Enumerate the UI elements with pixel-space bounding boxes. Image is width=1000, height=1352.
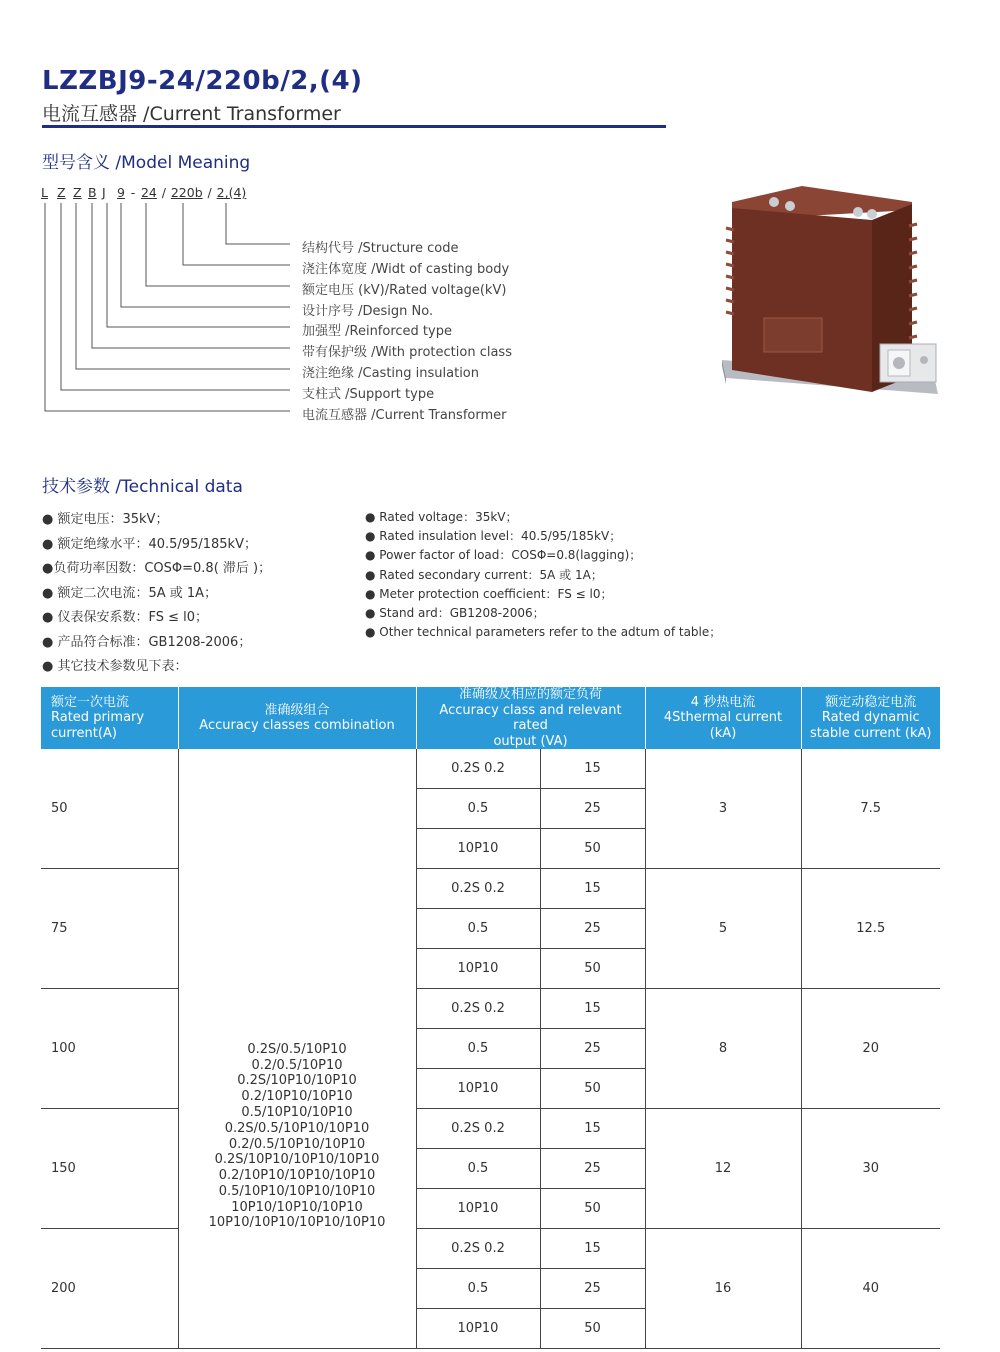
combination-item: 0.2S/0.5/10P10: [247, 1041, 347, 1057]
tech-item-cn: ● 其它技术参数见下表：: [42, 659, 188, 674]
dynamic-current-cell: 30: [801, 1109, 940, 1229]
table-row: [41, 749, 940, 789]
tech-item-cn: ● 仪表保安系数：FS ≤ l0；: [42, 610, 209, 625]
combination-item: 0.2/10P10/10P10/10P10: [218, 1168, 376, 1184]
rated-output-cell: 25: [540, 1149, 645, 1189]
header-text: Rated dynamic: [821, 710, 920, 726]
rated-output-cell: 25: [540, 909, 645, 949]
legend-protection: 带有保护级 /With protection class: [302, 345, 512, 360]
code-dash: -: [130, 185, 136, 200]
code-tail: 2,(4): [216, 185, 247, 200]
accuracy-class-cell: 10P10: [416, 1189, 540, 1229]
dynamic-current-cell: 20: [801, 989, 940, 1109]
accuracy-class-cell: 0.2S 0.2: [416, 989, 540, 1029]
header-dynamic-current: [801, 687, 940, 749]
accuracy-class-cell: 0.2S 0.2: [416, 869, 540, 909]
header-text: 准确级及相应的额定负荷: [458, 687, 602, 702]
header-text: 额定一次电流: [51, 694, 130, 710]
tech-item-en: ● Stand ard：GB1208-2006；: [365, 605, 545, 620]
tech-item-en: ● Other technical parameters refer to the adtum of table；: [365, 625, 722, 640]
code-j: J: [102, 185, 106, 200]
product-image: [712, 180, 950, 412]
header-accuracy-combination: [178, 687, 416, 749]
rated-output-cell: 25: [540, 1029, 645, 1069]
code-slash2: /: [207, 185, 212, 200]
accuracy-class-cell: 10P10: [416, 829, 540, 869]
code-kv: 24: [140, 185, 157, 200]
header-text: Accuracy classes combination: [199, 718, 395, 733]
tech-item-cn: ● 额定二次电流：5A 或 1A；: [42, 585, 218, 601]
legend-rated-voltage: 额定电压 (kV)/Rated voltage(kV): [302, 283, 507, 298]
tech-list-cn: [42, 508, 271, 680]
header-text: Accuracy class and relevant rated: [439, 702, 622, 733]
accuracy-class-cell: 0.2S 0.2: [416, 1229, 540, 1269]
tech-item-en: ● Meter protection coefficient：FS ≤ l0；: [365, 586, 613, 601]
rated-output-cell: 15: [540, 749, 645, 789]
accuracy-class-cell: 0.5: [416, 1269, 540, 1309]
thermal-current-cell: 5: [645, 869, 801, 989]
combination-item: 0.2/10P10/10P10: [241, 1089, 353, 1105]
accuracy-class-cell: 0.5: [416, 909, 540, 949]
accuracy-combinations-cell: [178, 749, 416, 1349]
rated-output-cell: 15: [540, 1109, 645, 1149]
rated-output-cell: 15: [540, 869, 645, 909]
rated-output-cell: 25: [540, 1269, 645, 1309]
dynamic-current-cell: 7.5: [801, 749, 940, 869]
combination-item: 0.2S/0.5/10P10/10P10: [224, 1120, 370, 1136]
thermal-current-cell: 12: [645, 1109, 801, 1229]
legend-casting-width: 浇注体宽度 /Widt of casting body: [302, 262, 510, 277]
accuracy-class-cell: 10P10: [416, 1309, 540, 1349]
table-row: [41, 989, 940, 1029]
combination-item: 0.2/0.5/10P10/10P10: [228, 1136, 366, 1152]
tech-item-en: ● Rated secondary current：5A 或 1A；: [365, 567, 603, 582]
table-row: [41, 1229, 940, 1269]
accuracy-class-cell: 0.2S 0.2: [416, 1109, 540, 1149]
combination-item: 0.5/10P10/10P10/10P10: [218, 1183, 376, 1199]
legend-current-transformer: 电流互感器 /Current Transformer: [302, 408, 507, 423]
code-b: B: [88, 185, 97, 200]
combination-item: 0.2S/10P10/10P10: [237, 1073, 357, 1089]
legend-reinforced: 加强型 /Reinforced type: [302, 324, 452, 339]
header-text: 4Sthermal current (kA): [663, 710, 783, 741]
rated-output-cell: 50: [540, 1069, 645, 1109]
dynamic-current-cell: 40: [801, 1229, 940, 1349]
combination-item: 0.2/0.5/10P10: [251, 1057, 343, 1073]
tech-list-en: [365, 508, 721, 642]
technical-data-heading: 技术参数 /Technical data: [42, 477, 243, 497]
legend-support-type: 支柱式 /Support type: [302, 387, 435, 402]
thermal-current-cell: 8: [645, 989, 801, 1109]
code-z2: Z: [73, 185, 82, 200]
rated-output-cell: 50: [540, 1189, 645, 1229]
rated-output-cell: 25: [540, 789, 645, 829]
code-l: L: [41, 185, 48, 200]
header-text: 额定动稳定电流: [825, 694, 917, 710]
combination-item: 10P10/10P10/10P10/10P10: [208, 1215, 386, 1231]
rated-output-cell: 50: [540, 829, 645, 869]
header-text: 准确级组合: [264, 702, 330, 718]
combination-item: 10P10/10P10/10P10: [231, 1199, 363, 1215]
header-accuracy-burden: [416, 687, 645, 749]
tech-item-cn: ● 产品符合标准：GB1208-2006；: [42, 634, 252, 650]
combination-item: 0.5/10P10/10P10: [241, 1104, 353, 1120]
thermal-current-cell: 16: [645, 1229, 801, 1349]
rated-primary-cell: 200: [41, 1229, 178, 1349]
header-rated-primary: [41, 687, 178, 749]
code-nine: 9: [117, 185, 125, 200]
page-subtitle: 电流互感器 /Current Transformer: [42, 103, 341, 125]
header-text: 4 秒热电流: [690, 694, 756, 710]
rated-output-cell: 50: [540, 949, 645, 989]
accuracy-class-cell: 10P10: [416, 1069, 540, 1109]
tech-item-en: ● Rated voltage：35kV；: [365, 510, 518, 524]
tech-item-cn: ● 额定绝缘水平：40.5/95/185kV；: [42, 536, 257, 552]
header-text: output (VA): [493, 733, 568, 749]
thermal-current-cell: 3: [645, 749, 801, 869]
header-thermal-current: [645, 687, 801, 749]
code-b220: 220b: [170, 185, 203, 200]
header-text: stable current (kA): [810, 725, 932, 741]
accuracy-class-cell: 0.5: [416, 789, 540, 829]
spec-table: [41, 687, 940, 1349]
rated-output-cell: 15: [540, 1229, 645, 1269]
rated-primary-cell: 50: [41, 749, 178, 869]
legend-structure-code: 结构代号 /Structure code: [302, 241, 459, 256]
rated-output-cell: 50: [540, 1309, 645, 1349]
table-row: [41, 1109, 940, 1149]
tech-item-en: ● Rated insulation level：40.5/95/185kV；: [365, 529, 622, 544]
accuracy-class-cell: 0.5: [416, 1029, 540, 1069]
header-text: Rated primary: [51, 710, 145, 726]
page-title: LZZBJ9-24/220b/2,(4): [42, 66, 363, 96]
table-row: [41, 869, 940, 909]
table-header-row: [41, 687, 940, 749]
combination-item: 0.2S/10P10/10P10/10P10: [214, 1152, 380, 1168]
code-slash1: /: [161, 185, 166, 200]
header-text: current(A): [51, 725, 117, 741]
legend-casting-insulation: 浇注绝缘 /Casting insulation: [302, 366, 480, 381]
dynamic-current-cell: 12.5: [801, 869, 940, 989]
rated-primary-cell: 150: [41, 1109, 178, 1229]
tech-item-cn: ● 额定电压：35kV；: [42, 512, 169, 527]
tech-item-cn: ●负荷功率因数：COSΦ=0.8( 滞后 )；: [42, 561, 272, 576]
model-meaning-heading: 型号含义 /Model Meaning: [42, 153, 251, 173]
legend-design-no: 设计序号 /Design No.: [302, 304, 434, 319]
accuracy-class-cell: 0.2S 0.2: [416, 749, 540, 789]
tech-item-en: ● Power factor of load：COSΦ=0.8(lagging)；: [365, 548, 642, 563]
rated-primary-cell: 75: [41, 869, 178, 989]
code-z1: Z: [57, 185, 66, 200]
rated-primary-cell: 100: [41, 989, 178, 1109]
rated-output-cell: 15: [540, 989, 645, 1029]
accuracy-class-cell: 0.5: [416, 1149, 540, 1189]
accuracy-class-cell: 10P10: [416, 949, 540, 989]
